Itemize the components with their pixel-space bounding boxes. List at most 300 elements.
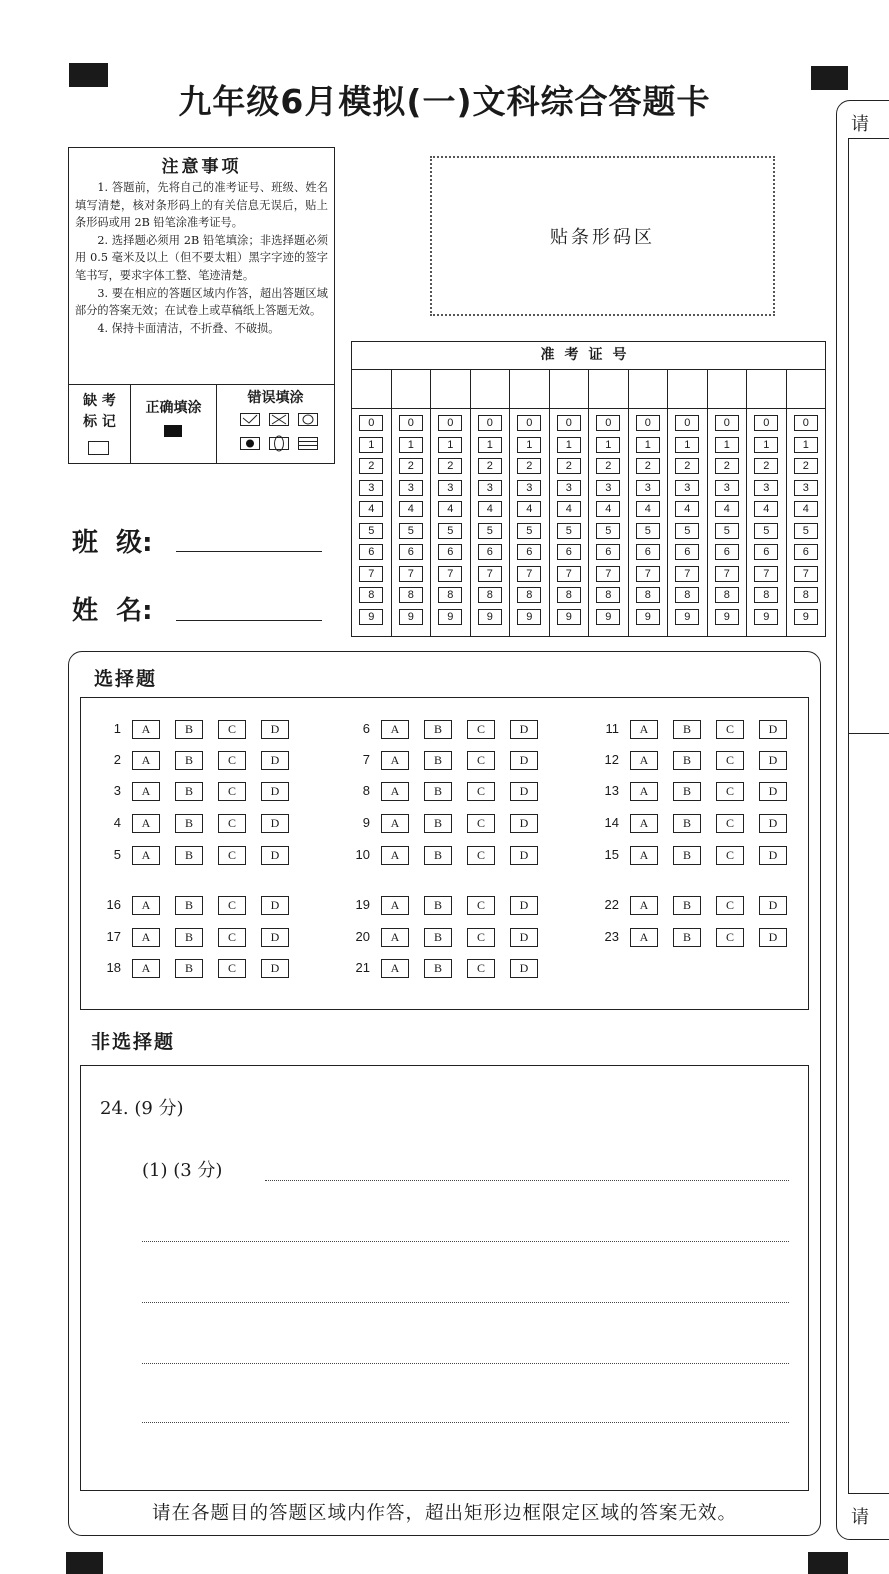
option-bubble-b[interactable]: B <box>175 846 203 865</box>
barcode-label: 贴条形码区 <box>550 227 655 248</box>
wrong-fill-label: 错误填涂 <box>247 390 304 406</box>
digit-bubble[interactable]: 4 <box>557 501 581 517</box>
digit-bubble[interactable]: 8 <box>675 587 699 603</box>
digit-bubble[interactable]: 0 <box>359 415 383 431</box>
digit-bubble[interactable]: 9 <box>359 609 383 625</box>
digit-bubble[interactable]: 1 <box>754 437 778 453</box>
digit-bubble[interactable]: 5 <box>557 523 581 539</box>
candidate-number-write-cell[interactable] <box>629 370 668 409</box>
digit-bubble[interactable]: 2 <box>754 458 778 474</box>
digit-bubble[interactable]: 3 <box>359 480 383 496</box>
candidate-number-column <box>708 370 748 637</box>
digit-bubble[interactable]: 1 <box>478 437 502 453</box>
digit-bubble[interactable]: 9 <box>399 609 423 625</box>
option-bubble-c[interactable]: C <box>716 814 744 833</box>
notice-item: 1. 答题前，先将自己的准考证号、班级、姓名填写清楚，核对条形码上的有关信息无误后，贴上条形码或用 2B 铅笔涂准考证号。 <box>75 181 328 230</box>
answer-line[interactable] <box>142 1302 789 1303</box>
digit-bubble[interactable]: 7 <box>715 566 739 582</box>
digit-bubble[interactable]: 0 <box>754 415 778 431</box>
question-number: 8 <box>362 783 370 798</box>
question-number: 4 <box>113 815 121 830</box>
digit-bubble[interactable]: 2 <box>517 458 541 474</box>
option-bubble-c[interactable]: C <box>716 846 744 865</box>
option-bubble-b[interactable]: B <box>673 814 701 833</box>
option-bubble-b[interactable]: B <box>424 959 452 978</box>
absent-label-line1: 缺 考 <box>83 393 116 409</box>
digit-bubble[interactable]: 0 <box>557 415 581 431</box>
option-bubble-d[interactable]: D <box>261 928 289 947</box>
option-bubble-a[interactable]: A <box>132 814 160 833</box>
option-bubble-d[interactable]: D <box>261 814 289 833</box>
option-bubble-b[interactable]: B <box>424 928 452 947</box>
digit-bubble[interactable]: 9 <box>596 609 620 625</box>
wrong-fill-lines-icon <box>298 437 318 450</box>
digit-bubble[interactable]: 8 <box>794 587 818 603</box>
digit-bubble[interactable]: 8 <box>754 587 778 603</box>
digit-bubble[interactable]: 4 <box>399 501 423 517</box>
digit-bubble[interactable]: 7 <box>478 566 502 582</box>
option-bubble-b[interactable]: B <box>175 782 203 801</box>
option-bubble-a[interactable]: A <box>132 751 160 770</box>
digit-bubble[interactable]: 3 <box>596 480 620 496</box>
digit-bubble[interactable]: 3 <box>715 480 739 496</box>
option-bubble-b[interactable]: B <box>673 928 701 947</box>
digit-bubble[interactable]: 9 <box>636 609 660 625</box>
digit-bubble[interactable]: 4 <box>517 501 541 517</box>
option-bubble-d[interactable]: D <box>759 896 787 915</box>
question-number: 19 <box>355 897 370 912</box>
registration-mark-bottom-right <box>808 1552 848 1574</box>
digit-bubble[interactable]: 6 <box>675 544 699 560</box>
digit-bubble[interactable]: 9 <box>557 609 581 625</box>
option-bubble-d[interactable]: D <box>510 782 538 801</box>
digit-bubble[interactable]: 8 <box>438 587 462 603</box>
question-number: 22 <box>604 897 619 912</box>
digit-bubble[interactable]: 5 <box>754 523 778 539</box>
page-title: 九年级6月模拟(一)文科综合答题卡 <box>178 82 711 121</box>
digit-bubble[interactable]: 2 <box>675 458 699 474</box>
digit-bubble[interactable]: 8 <box>478 587 502 603</box>
candidate-number-write-cell[interactable] <box>392 370 431 409</box>
question-number: 17 <box>106 929 121 944</box>
notice-item: 2. 选择题必须用 2B 铅笔填涂；非选择题必须用 0.5 毫米及以上（但不要太粗）黑字字迹的签字笔书写，要求字体工整、笔迹清楚。 <box>75 233 328 282</box>
question-number: 20 <box>355 929 370 944</box>
digit-bubble[interactable]: 7 <box>438 566 462 582</box>
option-bubble-d[interactable]: D <box>510 751 538 770</box>
digit-bubble[interactable]: 1 <box>675 437 699 453</box>
digit-bubble[interactable]: 3 <box>557 480 581 496</box>
notice-body <box>69 177 334 337</box>
option-bubble-d[interactable]: D <box>759 846 787 865</box>
option-bubble-b[interactable]: B <box>673 720 701 739</box>
digit-bubble[interactable]: 6 <box>596 544 620 560</box>
digit-bubble[interactable]: 0 <box>675 415 699 431</box>
absent-label-line2: 标 记 <box>83 414 116 430</box>
digit-bubble[interactable]: 9 <box>438 609 462 625</box>
digit-bubble[interactable]: 9 <box>478 609 502 625</box>
digit-bubble[interactable]: 3 <box>675 480 699 496</box>
question-number: 16 <box>106 897 121 912</box>
question-number: 10 <box>355 847 370 862</box>
option-bubble-d[interactable]: D <box>759 720 787 739</box>
digit-bubble[interactable]: 2 <box>438 458 462 474</box>
candidate-number-write-cell[interactable] <box>471 370 510 409</box>
digit-bubble[interactable]: 7 <box>399 566 423 582</box>
answer-line[interactable] <box>142 1241 789 1242</box>
option-bubble-b[interactable]: B <box>424 751 452 770</box>
registration-mark-bottom-left <box>66 1552 103 1574</box>
digit-bubble[interactable]: 9 <box>715 609 739 625</box>
digit-bubble[interactable]: 6 <box>438 544 462 560</box>
option-bubble-d[interactable]: D <box>510 814 538 833</box>
option-bubble-a[interactable]: A <box>381 814 409 833</box>
candidate-number-write-cell[interactable] <box>668 370 707 409</box>
option-bubble-c[interactable]: C <box>716 928 744 947</box>
option-bubble-c[interactable]: C <box>218 720 246 739</box>
candidate-number-column <box>550 370 590 637</box>
option-bubble-a[interactable]: A <box>381 959 409 978</box>
wrong-fill-check-icon <box>240 413 260 426</box>
digit-bubble[interactable]: 0 <box>636 415 660 431</box>
digit-bubble[interactable]: 5 <box>438 523 462 539</box>
option-bubble-a[interactable]: A <box>132 846 160 865</box>
option-bubble-b[interactable]: B <box>424 814 452 833</box>
absent-mark-checkbox[interactable] <box>88 441 109 455</box>
question-number: 18 <box>106 960 121 975</box>
option-bubble-b[interactable]: B <box>673 896 701 915</box>
digit-bubble[interactable]: 5 <box>715 523 739 539</box>
digit-bubble[interactable]: 7 <box>636 566 660 582</box>
digit-bubble[interactable]: 3 <box>754 480 778 496</box>
candidate-number-column <box>589 370 629 637</box>
digit-bubble[interactable]: 3 <box>636 480 660 496</box>
correct-fill-sample-icon <box>164 425 182 437</box>
option-bubble-a[interactable]: A <box>630 846 658 865</box>
option-bubble-d[interactable]: D <box>759 928 787 947</box>
wrong-fill-circle-icon <box>298 413 318 426</box>
option-bubble-a[interactable]: A <box>630 928 658 947</box>
option-bubble-d[interactable]: D <box>261 846 289 865</box>
question-number: 21 <box>355 960 370 975</box>
digit-bubble[interactable]: 2 <box>478 458 502 474</box>
option-bubble-a[interactable]: A <box>132 959 160 978</box>
question-number: 23 <box>604 929 619 944</box>
digit-bubble[interactable]: 2 <box>715 458 739 474</box>
notice-item: 4. 保持卡面清洁，不折叠、不破损。 <box>97 321 280 335</box>
class-label: 班 级: <box>72 528 153 558</box>
digit-bubble[interactable]: 0 <box>438 415 462 431</box>
option-bubble-c[interactable]: C <box>467 751 495 770</box>
candidate-number-write-cell[interactable] <box>352 370 391 409</box>
multiple-choice-heading: 选择题 <box>94 668 158 690</box>
option-bubble-b[interactable]: B <box>673 846 701 865</box>
candidate-number-write-cell[interactable] <box>431 370 470 409</box>
digit-bubble[interactable]: 4 <box>478 501 502 517</box>
digit-bubble[interactable]: 0 <box>794 415 818 431</box>
digit-bubble[interactable]: 7 <box>794 566 818 582</box>
option-bubble-a[interactable]: A <box>630 814 658 833</box>
option-bubble-b[interactable]: B <box>175 959 203 978</box>
option-bubble-a[interactable]: A <box>630 782 658 801</box>
candidate-number-column <box>352 370 392 637</box>
option-bubble-b[interactable]: B <box>175 814 203 833</box>
digit-bubble[interactable]: 6 <box>517 544 541 560</box>
option-bubble-a[interactable]: A <box>630 720 658 739</box>
digit-bubble[interactable]: 1 <box>596 437 620 453</box>
class-field[interactable] <box>176 551 322 552</box>
option-bubble-b[interactable]: B <box>673 751 701 770</box>
digit-bubble[interactable]: 6 <box>399 544 423 560</box>
next-page-top-char: 请 <box>851 114 869 135</box>
digit-bubble[interactable]: 2 <box>596 458 620 474</box>
option-bubble-d[interactable]: D <box>759 751 787 770</box>
digit-bubble[interactable]: 9 <box>754 609 778 625</box>
candidate-number-heading: 准考证号 <box>352 342 825 370</box>
option-bubble-a[interactable]: A <box>381 751 409 770</box>
option-bubble-d[interactable]: D <box>261 751 289 770</box>
option-bubble-c[interactable]: C <box>467 814 495 833</box>
option-bubble-c[interactable]: C <box>716 751 744 770</box>
option-bubble-d[interactable]: D <box>510 846 538 865</box>
digit-bubble[interactable]: 6 <box>715 544 739 560</box>
digit-bubble[interactable]: 2 <box>636 458 660 474</box>
digit-bubble[interactable]: 8 <box>596 587 620 603</box>
digit-bubble[interactable]: 5 <box>596 523 620 539</box>
notice-box <box>68 147 335 464</box>
candidate-number-write-cell[interactable] <box>787 370 826 409</box>
option-bubble-b[interactable]: B <box>175 751 203 770</box>
candidate-number-column <box>668 370 708 637</box>
digit-bubble[interactable]: 8 <box>715 587 739 603</box>
digit-bubble[interactable]: 3 <box>438 480 462 496</box>
digit-bubble[interactable]: 2 <box>359 458 383 474</box>
digit-bubble[interactable]: 4 <box>596 501 620 517</box>
question-number: 9 <box>362 815 370 830</box>
candidate-number-column <box>510 370 550 637</box>
option-bubble-c[interactable]: C <box>467 720 495 739</box>
digit-bubble[interactable]: 8 <box>557 587 581 603</box>
option-bubble-a[interactable]: A <box>381 846 409 865</box>
digit-bubble[interactable]: 2 <box>794 458 818 474</box>
next-page-inner-box <box>848 138 889 1494</box>
digit-bubble[interactable]: 3 <box>478 480 502 496</box>
option-bubble-c[interactable]: C <box>218 782 246 801</box>
option-bubble-c[interactable]: C <box>218 846 246 865</box>
digit-bubble[interactable]: 7 <box>557 566 581 582</box>
digit-bubble[interactable]: 0 <box>399 415 423 431</box>
option-bubble-a[interactable]: A <box>132 782 160 801</box>
digit-bubble[interactable]: 9 <box>517 609 541 625</box>
digit-bubble[interactable]: 5 <box>794 523 818 539</box>
digit-bubble[interactable]: 1 <box>438 437 462 453</box>
option-bubble-b[interactable]: B <box>424 720 452 739</box>
name-label: 姓 名: <box>72 596 153 626</box>
option-bubble-a[interactable]: A <box>132 720 160 739</box>
answer-line[interactable] <box>142 1422 789 1423</box>
digit-bubble[interactable]: 3 <box>517 480 541 496</box>
option-bubble-c[interactable]: C <box>467 782 495 801</box>
multiple-choice-box <box>80 697 809 1010</box>
digit-bubble[interactable]: 4 <box>715 501 739 517</box>
digit-bubble[interactable]: 1 <box>715 437 739 453</box>
question-number: 14 <box>604 815 619 830</box>
question-number: 12 <box>604 752 619 767</box>
candidate-number-write-cell[interactable] <box>708 370 747 409</box>
digit-bubble[interactable]: 4 <box>675 501 699 517</box>
option-bubble-c[interactable]: C <box>467 928 495 947</box>
digit-bubble[interactable]: 8 <box>359 587 383 603</box>
candidate-number-column <box>431 370 471 637</box>
digit-bubble[interactable]: 0 <box>517 415 541 431</box>
digit-bubble[interactable]: 8 <box>517 587 541 603</box>
option-bubble-a[interactable]: A <box>381 896 409 915</box>
digit-bubble[interactable]: 5 <box>399 523 423 539</box>
candidate-number-write-cell[interactable] <box>589 370 628 409</box>
option-bubble-a[interactable]: A <box>630 751 658 770</box>
option-bubble-c[interactable]: C <box>467 959 495 978</box>
digit-bubble[interactable]: 2 <box>557 458 581 474</box>
option-bubble-a[interactable]: A <box>132 896 160 915</box>
option-bubble-b[interactable]: B <box>175 896 203 915</box>
digit-bubble[interactable]: 1 <box>636 437 660 453</box>
digit-bubble[interactable]: 1 <box>399 437 423 453</box>
digit-bubble[interactable]: 9 <box>675 609 699 625</box>
option-bubble-d[interactable]: D <box>261 896 289 915</box>
digit-bubble[interactable]: 3 <box>399 480 423 496</box>
candidate-number-column <box>471 370 511 637</box>
free-response-heading: 非选择题 <box>91 1031 176 1053</box>
digit-bubble[interactable]: 5 <box>517 523 541 539</box>
option-bubble-a[interactable]: A <box>630 896 658 915</box>
wrong-fill-partial-icon <box>269 435 289 452</box>
digit-bubble[interactable]: 1 <box>359 437 383 453</box>
digit-bubble[interactable]: 7 <box>359 566 383 582</box>
candidate-number-column <box>392 370 432 637</box>
option-bubble-c[interactable]: C <box>218 928 246 947</box>
option-bubble-a[interactable]: A <box>381 720 409 739</box>
candidate-number-column <box>787 370 826 637</box>
digit-bubble[interactable]: 0 <box>478 415 502 431</box>
option-bubble-d[interactable]: D <box>261 720 289 739</box>
digit-bubble[interactable]: 9 <box>794 609 818 625</box>
digit-bubble[interactable]: 6 <box>478 544 502 560</box>
option-bubble-d[interactable]: D <box>510 720 538 739</box>
digit-bubble[interactable]: 4 <box>794 501 818 517</box>
option-bubble-b[interactable]: B <box>673 782 701 801</box>
option-bubble-c[interactable]: C <box>218 896 246 915</box>
candidate-number-column <box>747 370 787 637</box>
digit-bubble[interactable]: 4 <box>359 501 383 517</box>
digit-bubble[interactable]: 6 <box>557 544 581 560</box>
option-bubble-d[interactable]: D <box>759 814 787 833</box>
candidate-number-write-cell[interactable] <box>550 370 589 409</box>
option-bubble-a[interactable]: A <box>381 928 409 947</box>
digit-bubble[interactable]: 4 <box>754 501 778 517</box>
option-bubble-a[interactable]: A <box>132 928 160 947</box>
question-24-part1-label: (1) (3 分) <box>142 1160 223 1181</box>
option-bubble-d[interactable]: D <box>261 959 289 978</box>
digit-bubble[interactable]: 0 <box>596 415 620 431</box>
digit-bubble[interactable]: 7 <box>754 566 778 582</box>
question-number: 3 <box>113 783 121 798</box>
digit-bubble[interactable]: 1 <box>794 437 818 453</box>
option-bubble-c[interactable]: C <box>716 720 744 739</box>
digit-bubble[interactable]: 2 <box>399 458 423 474</box>
digit-bubble[interactable]: 5 <box>359 523 383 539</box>
digit-bubble[interactable]: 8 <box>636 587 660 603</box>
digit-bubble[interactable]: 1 <box>517 437 541 453</box>
option-bubble-c[interactable]: C <box>218 751 246 770</box>
option-bubble-c[interactable]: C <box>467 896 495 915</box>
candidate-number-box <box>351 341 826 637</box>
digit-bubble[interactable]: 6 <box>794 544 818 560</box>
digit-bubble[interactable]: 0 <box>715 415 739 431</box>
candidate-number-columns <box>352 370 825 637</box>
option-bubble-b[interactable]: B <box>424 896 452 915</box>
question-24-label: 24. (9 分) <box>100 1098 184 1119</box>
option-bubble-c[interactable]: C <box>716 782 744 801</box>
answer-line[interactable] <box>142 1363 789 1364</box>
option-bubble-d[interactable]: D <box>510 959 538 978</box>
digit-bubble[interactable]: 4 <box>438 501 462 517</box>
option-bubble-b[interactable]: B <box>175 928 203 947</box>
option-bubble-c[interactable]: C <box>218 959 246 978</box>
fill-legend <box>69 384 334 463</box>
notice-heading: 注意事项 <box>161 157 242 177</box>
next-page-bottom-char: 请 <box>851 1507 869 1528</box>
digit-bubble[interactable]: 7 <box>517 566 541 582</box>
option-bubble-b[interactable]: B <box>175 720 203 739</box>
correct-fill-label: 正确填涂 <box>145 400 202 416</box>
option-bubble-c[interactable]: C <box>467 846 495 865</box>
option-bubble-c[interactable]: C <box>218 814 246 833</box>
option-bubble-b[interactable]: B <box>424 846 452 865</box>
digit-bubble[interactable]: 6 <box>754 544 778 560</box>
digit-bubble[interactable]: 8 <box>399 587 423 603</box>
wrong-fill-cell <box>217 385 334 463</box>
wrong-fill-cross-icon <box>269 413 289 426</box>
digit-bubble[interactable]: 5 <box>675 523 699 539</box>
digit-bubble[interactable]: 4 <box>636 501 660 517</box>
digit-bubble[interactable]: 7 <box>596 566 620 582</box>
correct-fill-cell <box>131 385 217 463</box>
footer-note: 请在各题目的答题区域内作答，超出矩形边框限定区域的答案无效。 <box>151 1503 737 1524</box>
digit-bubble[interactable]: 6 <box>636 544 660 560</box>
digit-bubble[interactable]: 5 <box>636 523 660 539</box>
option-bubble-c[interactable]: C <box>716 896 744 915</box>
candidate-number-write-cell[interactable] <box>747 370 786 409</box>
name-field[interactable] <box>176 620 322 621</box>
digit-bubble[interactable]: 1 <box>557 437 581 453</box>
answer-line[interactable] <box>265 1180 789 1181</box>
option-bubble-d[interactable]: D <box>261 782 289 801</box>
wrong-fill-dot-icon <box>240 437 260 450</box>
notice-item: 3. 要在相应的答题区域内作答，超出答题区域部分的答案无效；在试卷上或草稿纸上答题无效。 <box>75 286 328 318</box>
question-number: 11 <box>605 721 619 736</box>
option-bubble-d[interactable]: D <box>759 782 787 801</box>
digit-bubble[interactable]: 6 <box>359 544 383 560</box>
question-number: 15 <box>604 847 619 862</box>
digit-bubble[interactable]: 7 <box>675 566 699 582</box>
option-bubble-d[interactable]: D <box>510 928 538 947</box>
option-bubble-d[interactable]: D <box>510 896 538 915</box>
option-bubble-a[interactable]: A <box>381 782 409 801</box>
candidate-number-write-cell[interactable] <box>510 370 549 409</box>
absent-mark-cell <box>69 385 131 463</box>
digit-bubble[interactable]: 3 <box>794 480 818 496</box>
option-bubble-b[interactable]: B <box>424 782 452 801</box>
digit-bubble[interactable]: 5 <box>478 523 502 539</box>
